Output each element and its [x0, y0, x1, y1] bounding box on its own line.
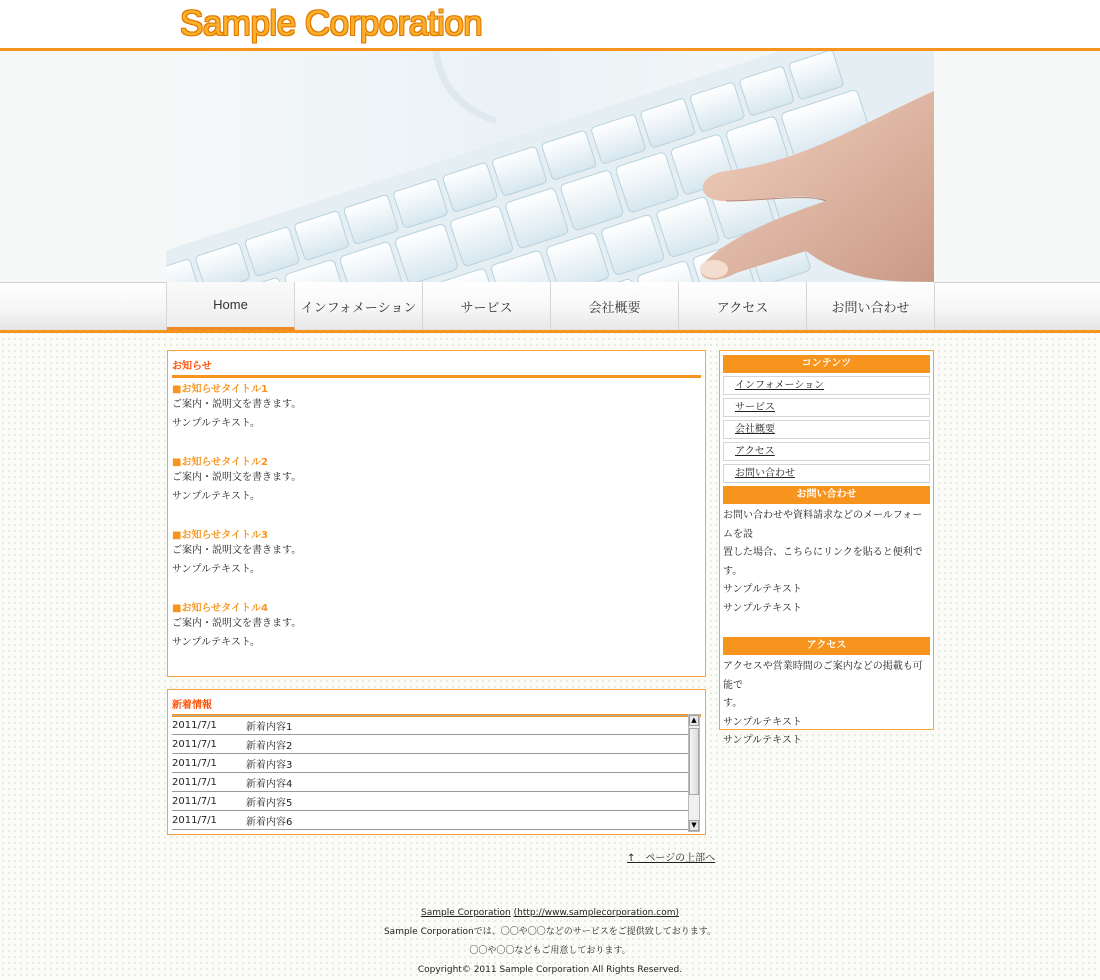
news-item-text: ご案内・説明文を書きます。 — [172, 618, 302, 629]
table-row — [172, 754, 690, 773]
hero-keyboard-image — [166, 51, 934, 282]
table-row — [172, 773, 690, 792]
access-line: す。 — [723, 698, 743, 709]
footer-description: Sample Corporationでは、〇〇や〇〇などのサービスをご提供致しております。 — [383, 927, 717, 937]
news-item-title: ■お知らせタイトル4 — [172, 603, 268, 614]
updates-title: 新着情報 — [172, 696, 701, 717]
contact-line: サンプルテキスト — [723, 602, 802, 614]
footer-description-2: 〇〇や〇〇などもご用意しております。 — [469, 946, 631, 956]
updates-list[interactable] — [172, 715, 690, 832]
news-item-text: ご案内・説明文を書きます。 — [172, 545, 302, 556]
news-item-text: サンプルテキスト。 — [172, 563, 260, 575]
footer-link-line — [0, 904, 1100, 923]
news-item-text: サンプルテキスト。 — [172, 490, 260, 502]
update-text: 新着内容3 — [246, 759, 293, 771]
sidebar-item-contact[interactable]: お問い合わせ — [723, 464, 930, 483]
table-row — [172, 792, 690, 811]
sidebar-access-title: アクセス — [723, 637, 930, 655]
news-title: お知らせ — [172, 357, 701, 378]
scroll-down-icon[interactable]: ▼ — [689, 820, 699, 831]
nav-company[interactable]: 会社概要 — [551, 282, 679, 330]
update-date: 2011/7/1 — [172, 757, 217, 769]
sidebar-item-information[interactable]: インフォメーション — [723, 376, 930, 395]
news-item-title: ■お知らせタイトル2 — [172, 457, 268, 468]
table-row — [172, 735, 690, 754]
table-row — [172, 716, 690, 735]
footer-company-link[interactable]: Sample Corporation — [420, 908, 511, 918]
footer-url-link[interactable]: (http://www.samplecorporation.com) — [513, 908, 679, 918]
nav-service[interactable]: サービス — [423, 282, 551, 330]
sidebar-access-text — [723, 658, 930, 751]
nav-home[interactable]: Home — [167, 282, 295, 330]
updates-panel — [167, 689, 706, 835]
news-item-title: ■お知らせタイトル1 — [172, 384, 268, 395]
news-item-title: ■お知らせタイトル3 — [172, 530, 268, 541]
nav-information[interactable]: インフォメーション — [295, 282, 423, 330]
news-item — [172, 457, 701, 524]
sidebar-contact-title: お問い合わせ — [723, 486, 930, 504]
sidebar-item-company[interactable]: 会社概要 — [723, 420, 930, 439]
main-navigation — [166, 282, 935, 330]
footer — [0, 904, 1100, 980]
news-item-text: ご案内・説明文を書きます。 — [172, 472, 302, 483]
site-logo[interactable]: Sample Corporation — [180, 4, 483, 43]
keyboard-illustration — [166, 51, 934, 282]
footer-copyright: Copyright© 2011 Sample Corporation All Rights Reserved. — [417, 965, 683, 975]
news-item-text: サンプルテキスト。 — [172, 417, 260, 429]
access-line: サンプルテキスト — [723, 716, 802, 728]
access-line: サンプルテキスト — [723, 735, 802, 746]
update-date: 2011/7/1 — [172, 738, 217, 750]
update-text: 新着内容2 — [246, 740, 293, 752]
news-item-text: ご案内・説明文を書きます。 — [172, 399, 302, 410]
sidebar-item-access[interactable]: アクセス — [723, 442, 930, 461]
scrollbar-thumb[interactable] — [689, 728, 699, 795]
news-item — [172, 384, 701, 451]
update-date: 2011/7/1 — [172, 776, 217, 788]
update-date: 2011/7/1 — [172, 719, 217, 731]
access-line: アクセスや営業時間のご案内などの掲載も可能で — [723, 661, 923, 691]
sidebar — [719, 350, 934, 746]
header-band — [0, 0, 1100, 48]
scroll-up-icon[interactable]: ▲ — [689, 715, 699, 726]
sidebar-item-service[interactable]: サービス — [723, 398, 930, 417]
contact-line: 置した場合、こちらにリンクを貼ると便利です。 — [723, 547, 923, 577]
update-text: 新着内容1 — [246, 721, 293, 733]
sidebar-contents-title: コンテンツ — [723, 355, 930, 373]
update-date: 2011/7/1 — [172, 795, 217, 807]
nav-contact[interactable]: お問い合わせ — [807, 282, 935, 330]
news-panel — [167, 350, 706, 677]
nav-access[interactable]: アクセス — [679, 282, 807, 330]
news-item-text: サンプルテキスト。 — [172, 636, 260, 648]
sidebar-contact-text — [723, 507, 930, 618]
news-item — [172, 530, 701, 597]
page-top-link[interactable]: ↑ ページの上部へ — [627, 853, 716, 864]
table-row — [172, 811, 690, 830]
update-text: 新着内容6 — [246, 816, 293, 828]
update-text: 新着内容4 — [246, 778, 293, 790]
update-date: 2011/7/1 — [172, 814, 217, 826]
contact-line: お問い合わせや資料請求などのメールフォームを設 — [723, 510, 923, 540]
nav-divider — [0, 330, 1100, 333]
updates-scrollbar[interactable] — [688, 714, 700, 832]
news-item — [172, 603, 701, 652]
contact-line: サンプルテキスト — [723, 584, 802, 595]
update-text: 新着内容5 — [246, 797, 293, 809]
